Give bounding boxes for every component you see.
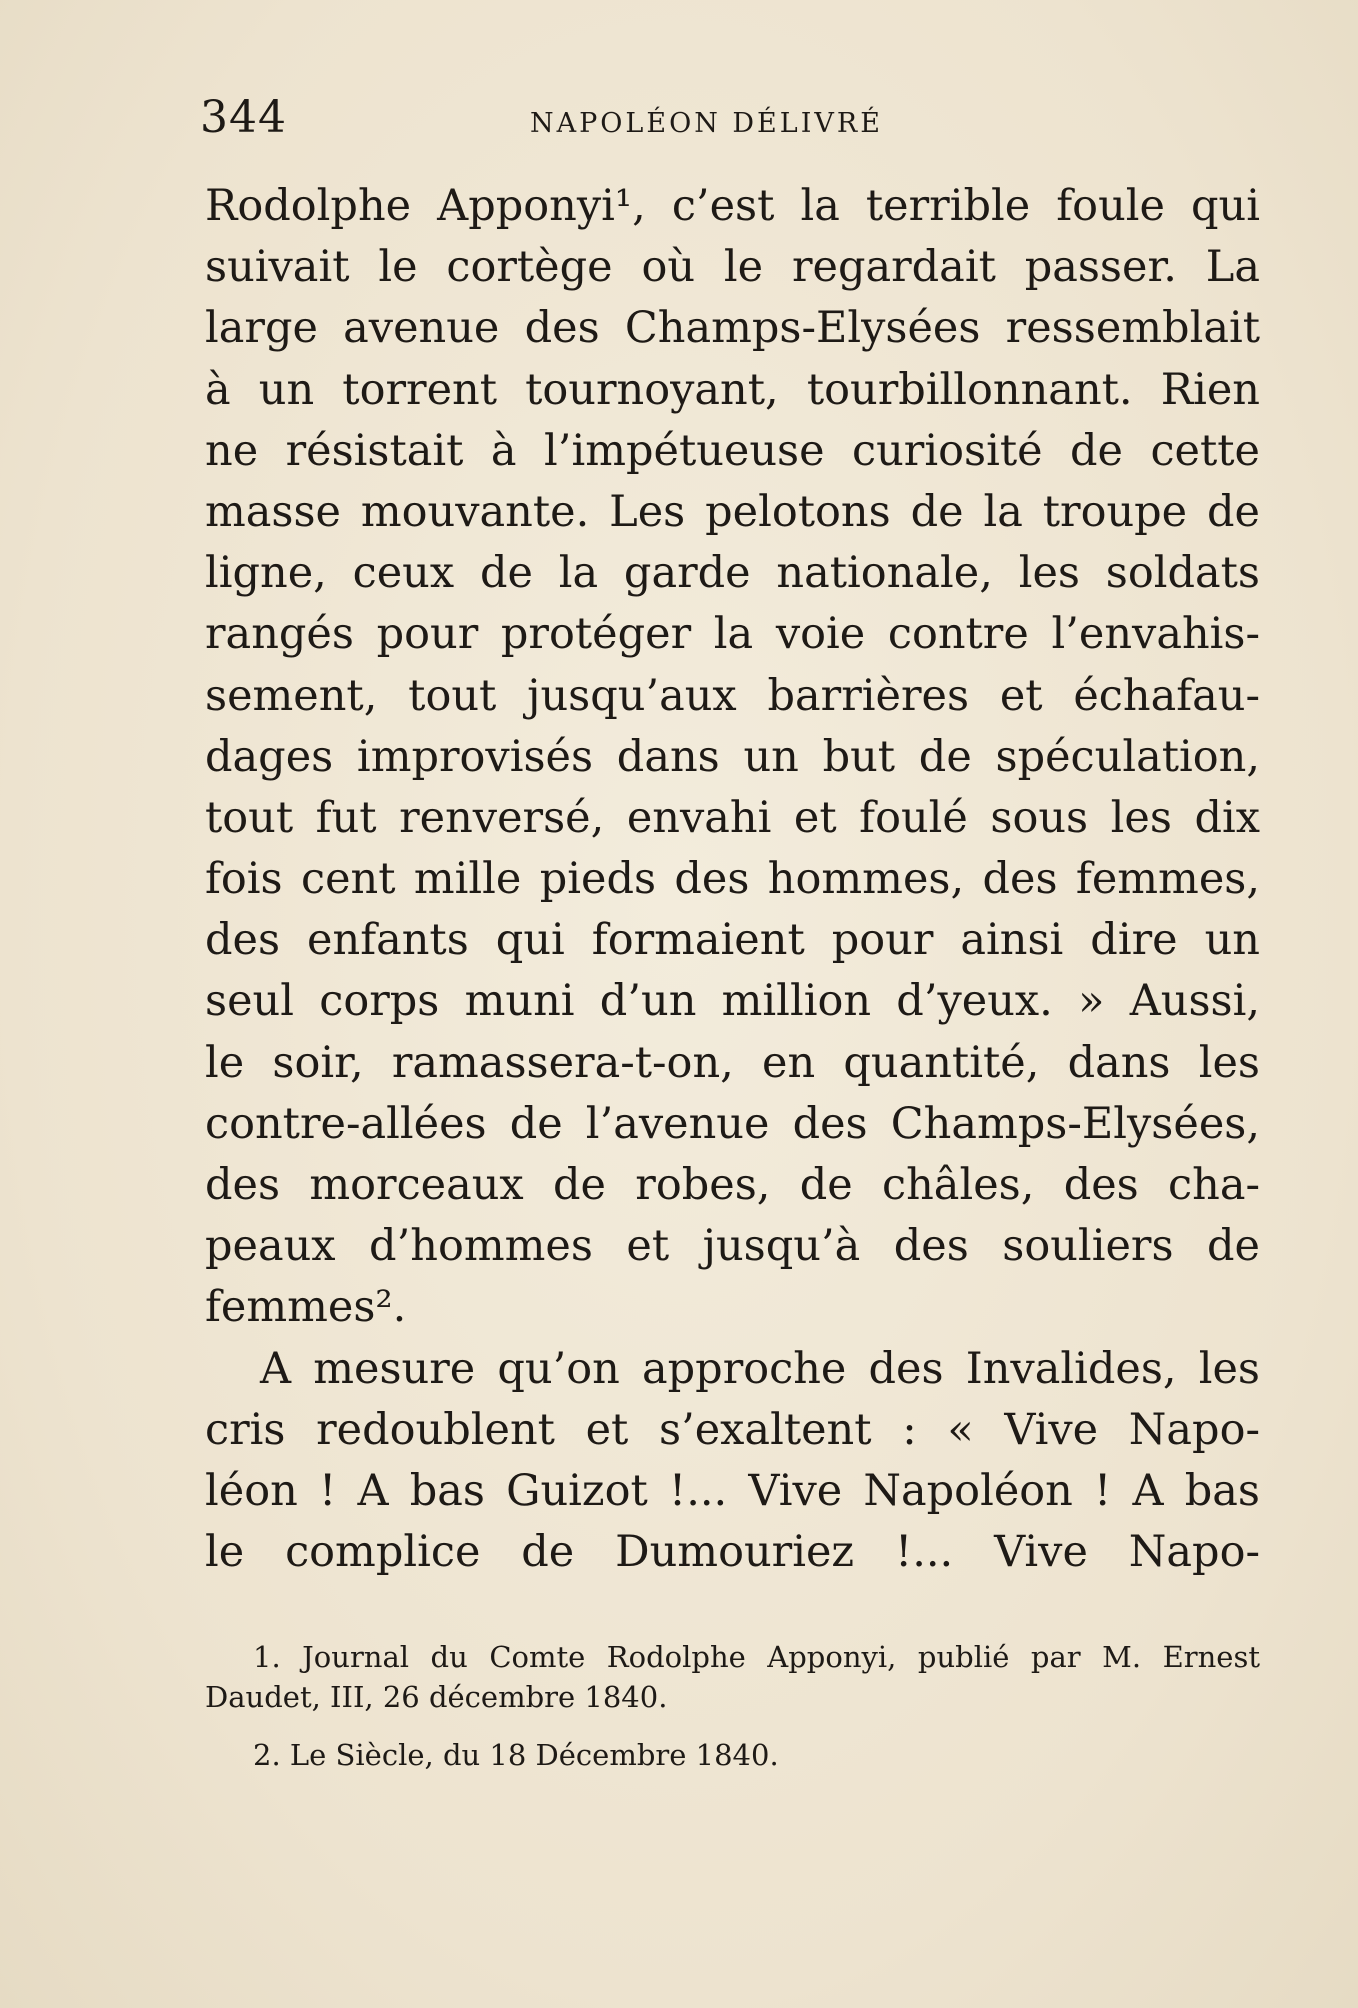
page-number: 344 — [200, 92, 287, 143]
text-line: seul corps muni d’un million d’yeux. » Aussi, — [205, 976, 1260, 1027]
text-line: large avenue des Champs-Elysées ressemblait — [205, 303, 1260, 354]
footnote-1-line-2: Daudet, III, 26 décembre 1840. — [205, 1680, 668, 1714]
text-line: cris redoublent et s’exaltent : « Vive Napo- — [205, 1404, 1260, 1455]
footnotes — [205, 1637, 1260, 1775]
text-line: des morceaux de robes, de châles, des cha- — [205, 1160, 1260, 1210]
text-line: Rodolphe Apponyi¹, c’est la terrible foule qui — [205, 181, 1260, 231]
text-line: rangés pour protéger la voie contre l’envahis- — [205, 609, 1260, 660]
text-line: le soir, ramassera-t-on, en quantité, dans les — [205, 1037, 1260, 1088]
text-line: le complice de Dumouriez !... Vive Napo- — [205, 1527, 1260, 1578]
footnote-gap — [205, 1717, 1260, 1735]
page-header — [200, 92, 1260, 152]
text-line: à un torrent tournoyant, tourbillonnant. Rien — [205, 364, 1260, 415]
text-line: léon ! A bas Guizot !... Vive Napoléon ! A bas — [205, 1465, 1260, 1516]
text-line: masse mouvante. Les pelotons de la troupe de — [205, 486, 1260, 537]
text-line: suivait le cortège où le regardait passer. La — [205, 242, 1260, 293]
text-line: A mesure qu’on approche des Invalides, les — [260, 1343, 1260, 1394]
text-line: peaux d’hommes et jusqu’à des souliers de — [205, 1221, 1260, 1272]
text-line: tout fut renversé, envahi et foulé sous les dix — [205, 792, 1260, 843]
body-text — [205, 176, 1260, 1583]
text-line: ne résistait à l’impétueuse curiosité de cette — [205, 425, 1260, 476]
running-title: NAPOLÉON DÉLIVRÉ — [530, 108, 883, 139]
text-line: sement, tout jusqu’aux barrières et échafau- — [205, 670, 1260, 721]
text-line: des enfants qui formaient pour ainsi dire un — [205, 915, 1260, 966]
text-line: dages improvisés dans un but de spéculation, — [205, 731, 1260, 782]
text-line: fois cent mille pieds des hommes, des femmes, — [205, 854, 1260, 905]
text-line: femmes². — [205, 1282, 407, 1333]
footnote-2: 2. Le Siècle, du 18 Décembre 1840. — [253, 1738, 779, 1772]
text-line: ligne, ceux de la garde nationale, les soldats — [205, 548, 1260, 599]
text-line: contre-allées de l’avenue des Champs-Elysées, — [205, 1098, 1260, 1149]
footnote-1-line-1: 1. Journal du Comte Rodolphe Apponyi, publié par M. Ernest — [253, 1640, 1260, 1674]
